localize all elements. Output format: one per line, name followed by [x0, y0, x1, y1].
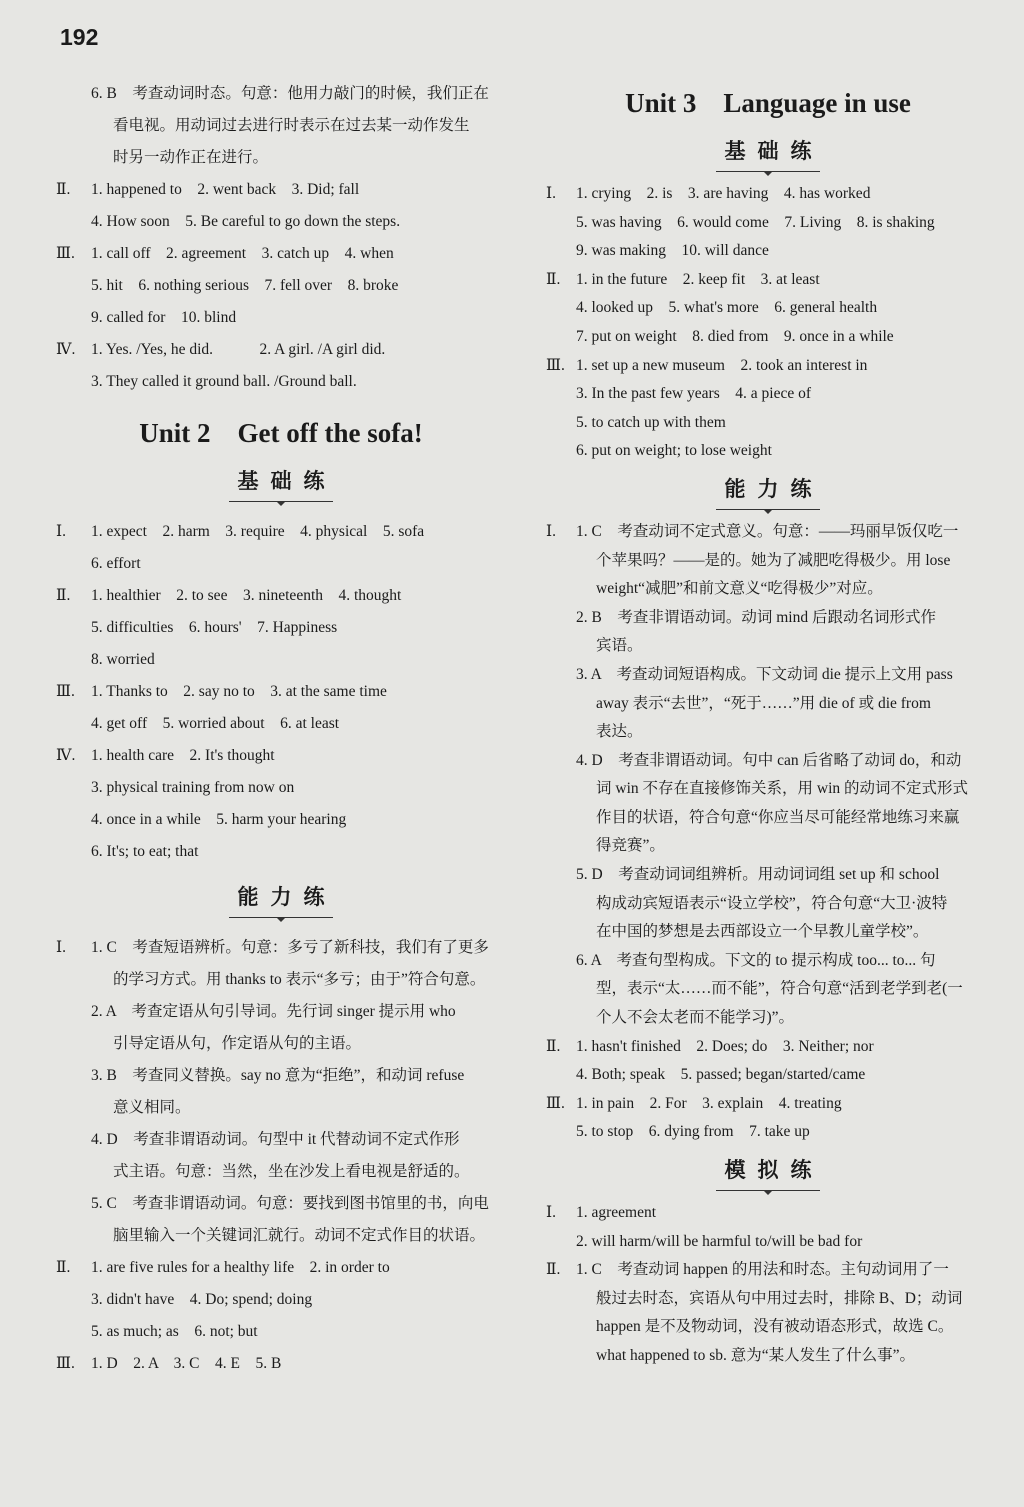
section-numeral: Ⅱ.: [546, 1037, 561, 1055]
answer-text: 6. B 考查动词时态。句意：他用力敲门的时候，我们正在: [91, 85, 489, 102]
answer-text: 个苹果吗？——是的。她为了减肥吃得极少。用 lose: [596, 551, 951, 569]
answer-text: 2. A 考查定语从句引导词。先行词 singer 提示用 who: [91, 1003, 456, 1020]
answer-line: [546, 352, 990, 381]
answer-line: [56, 1156, 506, 1188]
unit2-title: Unit 2 Get off the sofa!: [139, 418, 423, 448]
unit1-answers-continued: [56, 78, 506, 398]
answer-line: [56, 174, 506, 206]
unit3-basic-heading-text: 基础练: [724, 139, 824, 163]
answer-line: [546, 1285, 990, 1314]
answer-text: 9. was making 10. will dance: [576, 242, 769, 260]
answer-text: 4. How soon 5. Be careful to go down the steps.: [91, 213, 401, 230]
answer-line: [56, 1220, 506, 1252]
answer-text: 1. agreement: [576, 1204, 657, 1221]
unit2-ability-heading: [56, 874, 506, 926]
answer-line: [56, 932, 506, 964]
answer-text: 脑里输入一个关键词汇就行。动词不定式作目的状语。: [113, 1227, 486, 1244]
answer-line: [56, 740, 506, 772]
answer-line: [56, 1348, 506, 1380]
answer-text: 式主语。句意：当然，坐在沙发上看电视是舒适的。: [113, 1163, 470, 1180]
answer-text: 2. will harm/will be harmful to/will be bad for: [576, 1232, 863, 1250]
answer-line: [546, 690, 990, 719]
answer-line: [546, 1313, 990, 1342]
answer-text: 意义相同。: [113, 1099, 191, 1116]
answer-text: 构成动宾短语表示“设立学校”，符合句意“大卫·波特: [596, 894, 948, 912]
answer-text: 5. to catch up with them: [576, 413, 726, 431]
answer-text: 5. difficulties 6. hours' 7. Happiness: [91, 619, 338, 636]
page-number: 192: [60, 24, 99, 50]
answer-line: [56, 238, 506, 270]
answer-text: 6. It's; to eat; that: [91, 843, 199, 860]
section-numeral: Ⅱ.: [546, 1261, 561, 1279]
answer-text: 1. C 考查短语辨析。句意：多亏了新科技，我们有了更多: [91, 939, 489, 956]
answer-line: [546, 632, 990, 661]
answer-line: [546, 547, 990, 576]
answer-text: weight“减肥”和前文意义“吃得极少”对应。: [596, 580, 883, 598]
answer-line: [56, 334, 506, 366]
answer-line: [56, 836, 506, 868]
answer-line: [546, 380, 990, 409]
unit2-ability-heading-text: 能力练: [237, 885, 337, 909]
section-numeral: Ⅰ.: [546, 522, 556, 540]
answer-line: [56, 302, 506, 334]
answer-text: 3. In the past few years 4. a piece of: [576, 385, 811, 403]
answer-text: 1. healthier 2. to see 3. nineteenth 4. thought: [91, 587, 402, 604]
unit3-sim-heading-text: 模拟练: [724, 1158, 824, 1182]
answer-line: [546, 1090, 990, 1119]
answer-line: [56, 142, 506, 174]
answer-line: [546, 575, 990, 604]
answer-text: 4. Both; speak 5. passed; began/started/came: [576, 1066, 866, 1084]
answer-line: [56, 644, 506, 676]
answer-text: 5. hit 6. nothing serious 7. fell over 8. broke: [91, 277, 399, 294]
answer-text: 5. C 考查非谓语动词。句意：要找到图书馆里的书，向电: [91, 1195, 489, 1212]
unit2-basic-answers: [56, 516, 506, 868]
section-numeral: Ⅰ.: [546, 1204, 556, 1221]
answer-text: 得竞赛”。: [596, 837, 665, 855]
answer-text: 4. once in a while 5. harm your hearing: [91, 811, 347, 828]
unit2-ability-answers: [56, 932, 506, 1380]
answer-line: [56, 270, 506, 302]
section-numeral: Ⅲ.: [56, 683, 75, 700]
answer-text: 5. to stop 6. dying from 7. take up: [576, 1123, 810, 1141]
left-column: [56, 78, 506, 1380]
section-numeral: Ⅲ.: [56, 245, 75, 262]
answer-line: [56, 772, 506, 804]
answer-text: 3. didn't have 4. Do; spend; doing: [91, 1291, 313, 1308]
answer-text: 时另一动作正在进行。: [113, 149, 269, 166]
answer-text: 3. physical training from now on: [91, 779, 295, 796]
answer-text: 作目的状语，符合句意“你应当尽可能经常地练习来赢: [596, 808, 960, 826]
answer-text: 1. C 考查动词 happen 的用法和时态。主句动词用了一: [576, 1261, 949, 1279]
answer-line: [546, 209, 990, 238]
answer-line: [546, 266, 990, 295]
answer-text: 4. get off 5. worried about 6. at least: [91, 715, 340, 732]
answer-line: [546, 180, 990, 209]
answer-text: 宾语。: [596, 637, 643, 655]
section-numeral: Ⅱ.: [56, 587, 71, 604]
answer-line: [546, 747, 990, 776]
answer-line: [546, 804, 990, 833]
answer-text: 3. A 考查动词短语构成。下文动词 die 提示上文用 pass: [576, 665, 953, 683]
answer-text: 1. C 考查动词不定式意义。句意：——玛丽早饭仅吃一: [576, 522, 959, 540]
answer-line: [56, 548, 506, 580]
answer-text: 6. effort: [91, 555, 141, 572]
unit3-ability-heading: [546, 466, 990, 518]
answer-text: 1. Yes. /Yes, he did. 2. A girl. /A girl did.: [91, 341, 386, 358]
answer-line: [546, 518, 990, 547]
answer-text: 般过去时态，宾语从句中用过去时，排除 B、D；动词: [596, 1289, 963, 1307]
answer-line: [56, 516, 506, 548]
answer-line: [546, 1199, 990, 1228]
answer-text: 6. A 考查句型构成。下文的 to 提示构成 too... to... 句: [576, 951, 936, 969]
unit3-basic-answers: [546, 180, 990, 466]
answer-text: away 表示“去世”，“死于……”用 die of 或 die from: [596, 694, 931, 712]
answer-line: [546, 1118, 990, 1147]
answer-text: 6. put on weight; to lose weight: [576, 442, 772, 460]
answer-line: [546, 975, 990, 1004]
answer-text: 5. was having 6. would come 7. Living 8. is shaking: [576, 213, 935, 231]
answer-text: 1. set up a new museum 2. took an interest in: [576, 356, 868, 374]
unit3-ability-answers: [546, 518, 990, 1147]
answer-text: what happened to sb. 意为“某人发生了什么事”。: [596, 1346, 915, 1364]
answer-line: [56, 1284, 506, 1316]
answer-line: [56, 366, 506, 398]
answer-line: [546, 890, 990, 919]
unit3-sim-heading: [546, 1147, 990, 1199]
answer-line: [546, 1061, 990, 1090]
answer-line: [56, 206, 506, 238]
answer-line: [56, 1092, 506, 1124]
answer-text: 型，表示“太……而不能”，符合句意“活到老学到老(一: [596, 980, 963, 998]
section-numeral: Ⅰ.: [56, 939, 66, 956]
section-numeral: Ⅲ.: [546, 1094, 565, 1112]
answer-text: 8. worried: [91, 651, 155, 668]
section-numeral: Ⅲ.: [56, 1355, 75, 1372]
unit2-basic-heading: [56, 458, 506, 510]
answer-line: [56, 612, 506, 644]
answer-text: 1. Thanks to 2. say no to 3. at the same time: [91, 683, 387, 700]
section-numeral: Ⅱ.: [56, 1259, 71, 1276]
section-numeral: Ⅲ.: [546, 356, 565, 374]
answer-text: 4. looked up 5. what's more 6. general health: [576, 299, 878, 317]
answer-line: [546, 661, 990, 690]
answer-line: [546, 918, 990, 947]
answer-line: [546, 294, 990, 323]
answer-line: [546, 1256, 990, 1285]
answer-text: 5. as much; as 6. not; but: [91, 1323, 258, 1340]
answer-text: 1. health care 2. It's thought: [91, 747, 275, 764]
answer-text: 1. in pain 2. For 3. explain 4. treating: [576, 1094, 842, 1112]
answer-line: [56, 1060, 506, 1092]
answer-text: 1. hasn't finished 2. Does; do 3. Neither; nor: [576, 1037, 874, 1055]
unit3-title: Unit 3 Language in use: [625, 88, 911, 118]
section-numeral: Ⅱ.: [546, 270, 561, 288]
answer-line: [56, 708, 506, 740]
unit3-sim-answers: [546, 1199, 990, 1371]
answer-line: [546, 237, 990, 266]
answer-line: [56, 964, 506, 996]
answer-line: [546, 775, 990, 804]
answer-line: [546, 718, 990, 747]
answer-line: [546, 832, 990, 861]
answer-line: [56, 580, 506, 612]
answer-text: 词 win 不存在直接修饰关系，用 win 的动词不定式形式: [596, 780, 969, 798]
answer-line: [56, 996, 506, 1028]
answer-text: 看电视。用动词过去进行时表示在过去某一动作发生: [113, 117, 470, 134]
answer-line: [546, 861, 990, 890]
answer-line: [546, 604, 990, 633]
section-numeral: Ⅳ.: [56, 747, 76, 764]
answer-line: [56, 1252, 506, 1284]
section-numeral: Ⅰ.: [546, 185, 556, 202]
answer-text: 1. happened to 2. went back 3. Did; fall: [91, 181, 360, 198]
right-column: [546, 78, 990, 1371]
answer-line: [56, 1028, 506, 1060]
answer-text: 2. B 考查非谓语动词。动词 mind 后跟动名词形式作: [576, 608, 936, 626]
section-numeral: Ⅳ.: [56, 341, 76, 358]
answer-line: [546, 409, 990, 438]
answer-text: 1. are five rules for a healthy life 2. in order to: [91, 1259, 390, 1276]
answer-text: happen 是不及物动词，没有被动语态形式，故选 C。: [596, 1318, 954, 1336]
answer-text: 在中国的梦想是去西部设立一个早教儿童学校”。: [596, 923, 929, 941]
unit2-basic-heading-text: 基础练: [237, 469, 337, 493]
answer-line: [56, 1188, 506, 1220]
section-numeral: Ⅱ.: [56, 181, 71, 198]
answer-text: 4. D 考查非谓语动词。句型中 it 代替动词不定式作形: [91, 1131, 460, 1148]
section-numeral: Ⅰ.: [56, 523, 66, 540]
unit3-basic-heading: [546, 128, 990, 180]
answer-line: [56, 676, 506, 708]
answer-line: [56, 1124, 506, 1156]
answer-line: [546, 1033, 990, 1062]
answer-text: 5. D 考查动词词组辨析。用动词词组 set up 和 school: [576, 866, 940, 884]
answer-text: 1. expect 2. harm 3. require 4. physical 5. sofa: [91, 523, 425, 540]
answer-line: [546, 1342, 990, 1371]
answer-text: 1. call off 2. agreement 3. catch up 4. when: [91, 245, 394, 262]
answer-line: [56, 110, 506, 142]
answer-text: 1. crying 2. is 3. are having 4. has worked: [576, 185, 871, 202]
answer-line: [56, 804, 506, 836]
answer-text: 引导定语从句，作定语从句的主语。: [113, 1035, 362, 1052]
answer-line: [546, 323, 990, 352]
answer-text: 9. called for 10. blind: [91, 309, 237, 326]
answer-line: [546, 1228, 990, 1257]
answer-text: 3. B 考查同义替换。say no 意为“拒绝”，和动词 refuse: [91, 1067, 465, 1084]
answer-line: [546, 1004, 990, 1033]
answer-line: [546, 947, 990, 976]
answer-text: 的学习方式。用 thanks to 表示“多亏；由于”符合句意。: [113, 971, 486, 988]
answer-text: 1. D 2. A 3. C 4. E 5. B: [91, 1355, 282, 1372]
answer-text: 3. They called it ground ball. /Ground ball.: [91, 373, 357, 390]
answer-text: 1. in the future 2. keep fit 3. at least: [576, 270, 820, 288]
answer-text: 4. D 考查非谓语动词。句中 can 后省略了动词 do，和动: [576, 751, 962, 769]
answer-line: [546, 437, 990, 466]
answer-text: 7. put on weight 8. died from 9. once in a while: [576, 327, 894, 345]
unit3-ability-heading-text: 能力练: [724, 476, 824, 501]
answer-line: [56, 1316, 506, 1348]
answer-text: 表达。: [596, 723, 643, 741]
answer-text: 个人不会太老而不能学习)”。: [596, 1009, 795, 1027]
answer-line: [56, 78, 506, 110]
